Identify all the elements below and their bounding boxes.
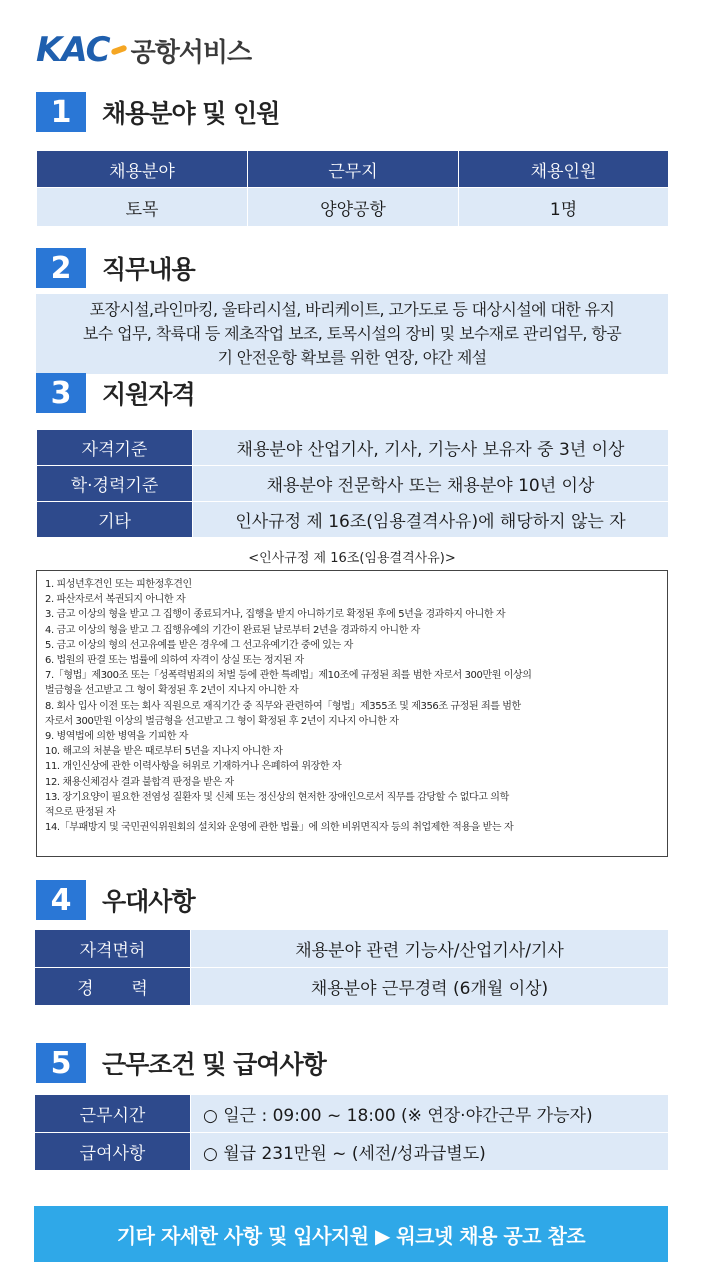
qualification-table (36, 429, 669, 538)
logo-swoosh-icon (110, 44, 127, 55)
row-label: 급여사항 (35, 1133, 191, 1171)
section-number: 3 (36, 373, 86, 413)
table-row (37, 430, 669, 466)
rule-item: 1. 피성년후견인 또는 피한정후견인 (45, 579, 192, 590)
logo-brand: KAC (36, 30, 110, 70)
section-2-header (36, 248, 195, 288)
rule-item: 3. 금고 이상의 형을 받고 그 집행이 종료되거나, 집행을 받지 아니하기로 확정된 후에 5년을 경과하지 아니한 자 (45, 609, 506, 621)
header-headcount: 채용인원 (459, 151, 669, 188)
table-row (37, 502, 669, 538)
section-number: 4 (36, 880, 86, 920)
duty-line: 포장시설,라인마킹, 울타리시설, 바리케이트, 고가도로 등 대상시설에 대한 유지 (89, 300, 615, 319)
rule-item: 2. 파산자로서 복권되지 아니한 자 (45, 594, 186, 606)
rule-item: 9. 병역법에 의한 병역을 기피한 자 (45, 731, 189, 743)
rule-item: 적으로 판정된 자 (45, 807, 116, 819)
rule-item: 8. 회사 입사 이전 또는 회사 직원으로 재직기간 중 직무와 관련하여「형법」제355조 및 제356조 규정된 죄를 범한 (45, 700, 521, 712)
rule-item: 4. 금고 이상의 형을 받고 그 집행유예의 기간이 완료된 날로부터 2년을 경과하지 아니한 자 (45, 624, 420, 636)
cell-headcount: 1명 (459, 188, 669, 227)
duty-description-box (36, 294, 668, 374)
duty-line: 보수 업무, 착륙대 등 제초작업 보조, 토목시설의 장비 및 보수재로 관리업무, 항공 (82, 324, 622, 343)
row-value: 채용분야 근무경력 (6개월 이상) (191, 968, 669, 1006)
row-value: 채용분야 전문학사 또는 채용분야 10년 이상 (193, 466, 669, 502)
section-title: 지원자격 (102, 380, 195, 409)
row-label: 근무시간 (35, 1095, 191, 1133)
row-label: 경 력 (35, 968, 191, 1006)
header-field: 채용분야 (37, 151, 248, 188)
rule-item: 6. 법원의 판결 또는 법률에 의하여 자격이 상실 또는 정지된 자 (45, 655, 304, 667)
row-value: 인사규정 제 16조(임용결격사유)에 해당하지 않는 자 (193, 502, 669, 538)
header-location: 근무지 (248, 151, 459, 188)
rule-item: 5. 금고 이상의 형의 선고유예를 받은 경우에 그 선고유예기간 중에 있는 자 (45, 639, 353, 651)
table-row (35, 930, 669, 968)
disqualification-rules-box (36, 570, 668, 857)
apply-info-banner[interactable]: 기타 자세한 사항 및 입사지원 ▶ 워크넷 채용 공고 참조 (34, 1206, 668, 1262)
table-header-row (37, 151, 669, 188)
duty-line: 기 안전운항 확보를 위한 연장, 야간 제설 (217, 348, 487, 367)
rule-item: 7.「형법」제300조 또는「성폭력범죄의 처벌 등에 관한 특례법」제10조에 규정된 죄를 범한 자로서 300만원 이상의 (45, 670, 532, 682)
row-label: 기타 (37, 502, 193, 538)
rule-item: 14.「부패방지 및 국민권익위원회의 설치와 운영에 관한 법률」에 의한 비위면직자 등의 취업제한 적용을 받는 자 (45, 822, 514, 834)
rule-item: 자로서 300만원 이상의 벌금형을 선고받고 그 형이 확정된 후 2년이 지나지 아니한 자 (45, 715, 399, 727)
section-4-header (36, 880, 195, 920)
section-title: 채용분야 및 인원 (102, 99, 280, 128)
section-5-header (36, 1043, 326, 1083)
recruit-table (36, 150, 669, 227)
row-label: 자격면허 (35, 930, 191, 968)
rule-item: 13. 장기요양이 필요한 전염성 질환자 및 신체 또는 정신상의 현저한 장애인으로서 직무를 감당할 수 없다고 의학 (45, 791, 509, 803)
rule-item: 11. 개인신상에 관한 이력사항을 허위로 기재하거나 은폐하여 위장한 자 (45, 761, 342, 773)
conditions-table (34, 1094, 669, 1171)
rules-list (45, 577, 661, 835)
rule-item: 10. 해고의 처분을 받은 때로부터 5년을 지나지 아니한 자 (45, 746, 283, 758)
company-logo (36, 28, 251, 72)
preference-table (34, 929, 669, 1006)
section-title: 근무조건 및 급여사항 (102, 1050, 326, 1079)
row-label: 학·경력기준 (37, 466, 193, 502)
section-number: 5 (36, 1043, 86, 1083)
section-number: 2 (36, 248, 86, 288)
duty-description (83, 298, 621, 370)
row-label: 자격기준 (37, 430, 193, 466)
table-row (37, 466, 669, 502)
row-value: 채용분야 관련 기능사/산업기사/기사 (191, 930, 669, 968)
table-row (35, 968, 669, 1006)
section-title: 직무내용 (102, 255, 195, 284)
table-row (37, 188, 669, 227)
section-1-header (36, 92, 279, 132)
rule-item: 12. 채용신체검사 결과 불합격 판정을 받은 자 (45, 776, 234, 788)
section-title: 우대사항 (102, 887, 195, 916)
rules-caption: <인사규정 제 16조(임용결격사유)> (248, 551, 456, 566)
logo-service-name: 공항서비스 (130, 37, 252, 68)
cell-field: 토목 (37, 188, 248, 227)
table-row (35, 1133, 669, 1171)
section-3-header (36, 373, 195, 413)
section-number: 1 (36, 92, 86, 132)
table-row (35, 1095, 669, 1133)
row-value: 채용분야 산업기사, 기사, 기능사 보유자 중 3년 이상 (193, 430, 669, 466)
row-value: ○ 일근 : 09:00 ~ 18:00 (※ 연장·야간근무 가능자) (191, 1095, 669, 1133)
rule-item: 벌금형을 선고받고 그 형이 확정된 후 2년이 지나지 아니한 자 (45, 685, 299, 697)
row-value: ○ 월급 231만원 ~ (세전/성과급별도) (191, 1133, 669, 1171)
cell-location: 양양공항 (248, 188, 459, 227)
